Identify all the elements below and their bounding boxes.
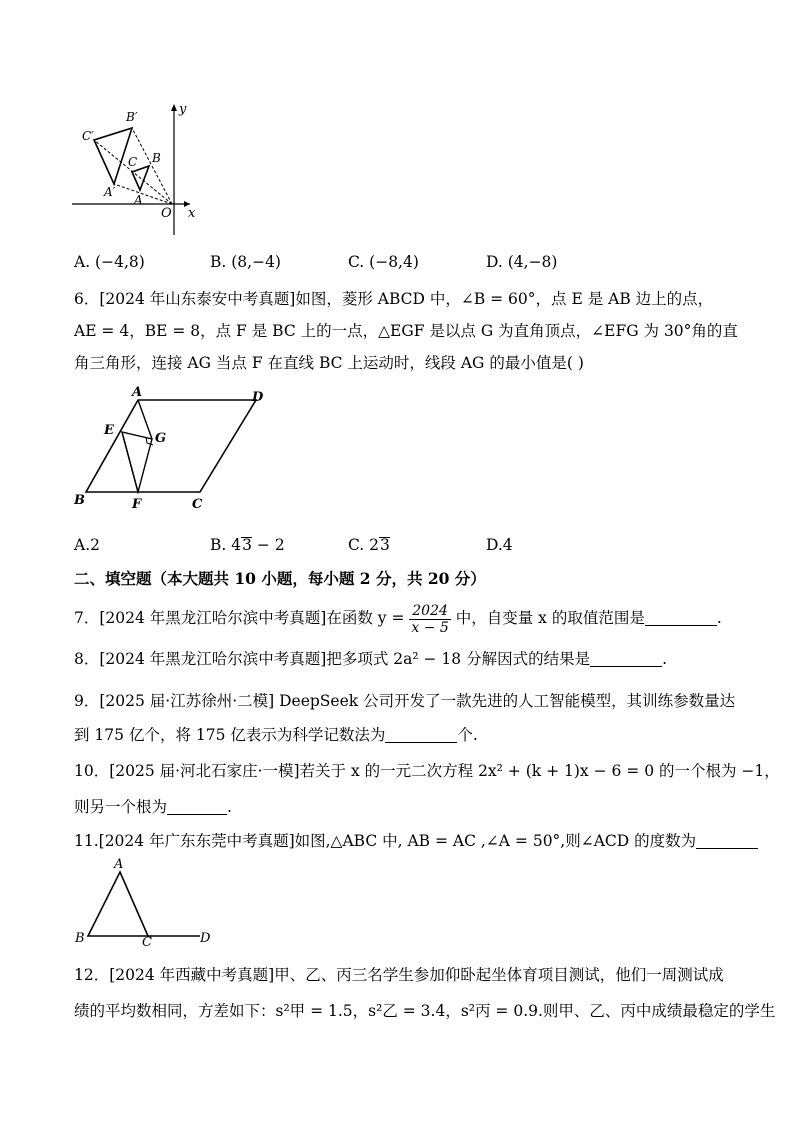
q5-option-a: A. (−4,8) [74, 253, 145, 271]
q8-line: 8．[2024 年黑龙江哈尔滨中考真题]把多项式 2a² − 18 分解因式的结果是 . [74, 650, 668, 668]
section-heading: 二、填空题（本大题共 10 小题，每小题 2 分，共 20 分） [74, 569, 486, 588]
label-B: B [74, 493, 85, 508]
label-G: G [155, 431, 167, 446]
label-C: C [192, 497, 203, 512]
q10-line2: 则另一个根为 . [74, 798, 232, 816]
coordinate-figure [66, 100, 216, 240]
label-B-prime: B′ [126, 110, 138, 124]
q11-blank [696, 832, 758, 849]
q6-option-b: B. 43 − 2 [210, 536, 285, 554]
q10-blank [167, 798, 227, 815]
q7-line: 7．[2024 年黑龙江哈尔滨中考真题]在函数 y = $\frac{2024}{x - 5}$ 中，自变量 x 的取值范围是 . [74, 602, 722, 636]
q6-line2: AE = 4，BE = 8，点 F 是 BC 上的一点，△EGF 是以点 G 为直角顶点，∠EFG 为 30°角的直 [74, 322, 738, 340]
label-A: A [114, 857, 124, 872]
label-F: F [132, 497, 142, 512]
rhombus-ABCD [86, 400, 256, 492]
q11-line: 11.[2024 年广东东莞中考真题]如图,△ABC 中, AB = AC ,∠A = 50°,则∠ACD 的度数为 [74, 830, 758, 852]
label-O: O [161, 206, 172, 221]
label-A-prime: A′ [104, 185, 116, 199]
label-D: D [252, 390, 264, 405]
label-A: A [132, 385, 143, 400]
rhombus-figure [70, 384, 270, 512]
label-E: E [104, 423, 114, 438]
q5-option-d: D. (4,−8) [486, 253, 558, 271]
triangle-figure [70, 856, 220, 948]
label-B: B [75, 931, 85, 946]
q12-line1: 12．[2024 年西藏中考真题]甲、乙、丙三名学生参加仰卧起坐体育项目测试，他们一周测试成 [74, 966, 724, 984]
q9-line2: 到 175 亿个，将 175 亿表示为科学记数法为 个. [74, 726, 478, 744]
q12-line2: 绩的平均数相同，方差如下：s²甲 = 1.5，s²乙 = 3.4，s²丙 = 0.9.则甲、乙、丙中成绩最稳定的学生 [74, 1002, 776, 1020]
q10-line1: 10．[2025 届·河北石家庄·一模]若关于 x 的一元二次方程 2x² + (k + 1)x − 6 = 0 的一个根为 −1， [74, 762, 780, 780]
label-D: D [200, 931, 211, 946]
label-C-prime: C′ [82, 129, 94, 143]
q8-blank [590, 650, 662, 667]
label-C: C [142, 935, 152, 948]
triangle-ABC [88, 872, 148, 936]
q6-option-c: C. 23 [348, 536, 390, 554]
q9-line1: 9．[2025 届·江苏徐州·二模] DeepSeek 公司开发了一款先进的人工智能模型，其训练参数量达 [74, 692, 736, 710]
triangle-EGF [122, 432, 152, 492]
q5-option-c: C. (−8,4) [348, 253, 419, 271]
q6-option-d: D.4 [486, 536, 513, 554]
q6-option-a: A.2 [74, 536, 100, 554]
label-x: x [188, 206, 196, 221]
label-A: A [134, 193, 143, 207]
q7-blank [645, 609, 717, 626]
q9-blank [385, 726, 457, 743]
q7-fraction: $\frac{2024}{x - 5}$ [411, 602, 449, 636]
label-B: B [152, 151, 161, 165]
label-C: C [128, 155, 138, 169]
q6-line1: 6．[2024 年山东泰安中考真题]如图，菱形 ABCD 中，∠B = 60°，点 E 是 AB 边上的点， [74, 290, 714, 308]
q6-line3: 角三角形，连接 AG 当点 F 在直线 BC 上运动时，线段 AG 的最小值是( ) [74, 354, 584, 372]
label-y: y [179, 102, 187, 117]
q5-option-b: B. (8,−4) [210, 253, 281, 271]
